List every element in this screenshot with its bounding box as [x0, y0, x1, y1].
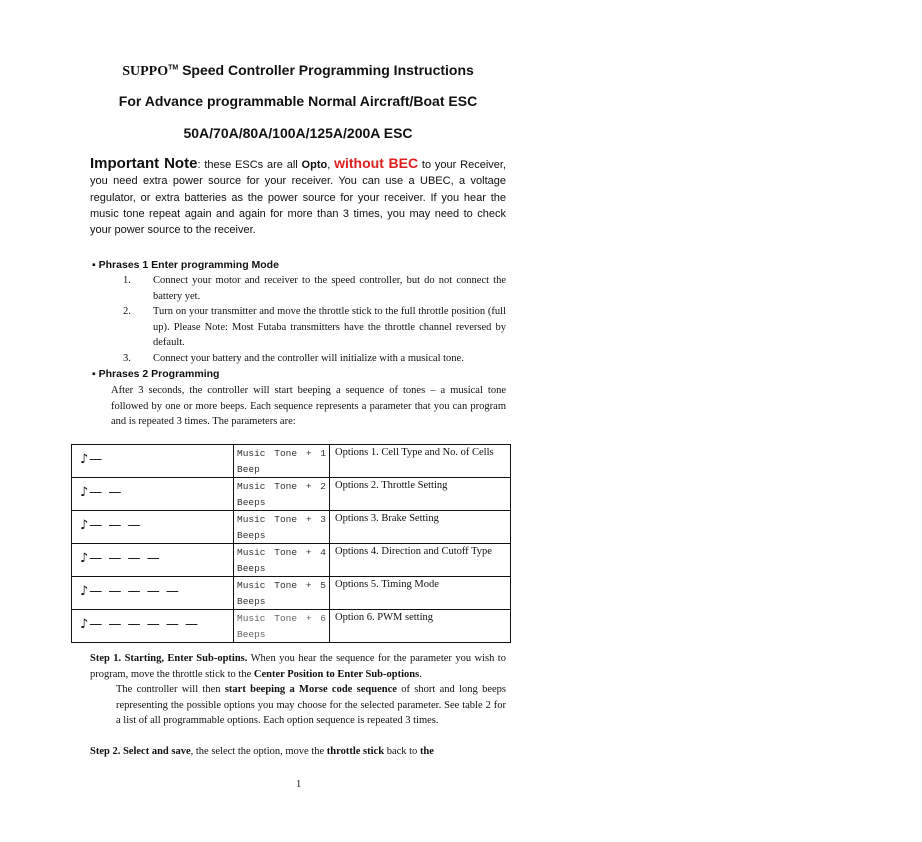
- table-row: [72, 610, 511, 643]
- tone-description: [234, 511, 329, 543]
- phase1-heading-text: Phrases 1 Enter programming Mode: [98, 259, 279, 271]
- beeps-label: Beeps: [237, 595, 266, 607]
- trademark-mark: TM: [168, 64, 179, 72]
- parameter-table: [71, 444, 511, 643]
- step2-bold-2: the: [419, 745, 434, 757]
- tone-description: [234, 577, 329, 609]
- step1-label: Step 1. Starting, Enter Sub-optins.: [90, 653, 248, 664]
- list-item-number: 3.: [123, 352, 131, 364]
- tone-description: [234, 544, 329, 576]
- beeps-label: Beeps: [237, 529, 266, 541]
- step1-text-end: .: [419, 668, 422, 680]
- note-text-2: to your Receiver, you need extra power source for your receiver. You can use a UBEC, a voltage regulator, or extra batteries as the power source for your receiver. If you hear the music tone repeat again and again for more than 3 times, you may need to check your power source to the receiver.: [90, 159, 506, 237]
- option-label: Options 1. Cell Type and No. of Cells: [335, 447, 494, 458]
- beeps-label: Beeps: [237, 628, 266, 640]
- tone-label: Music Tone + 6: [237, 613, 326, 624]
- option-label: Options 5. Timing Mode: [335, 579, 439, 590]
- list-item-text: Connect your battery and the controller will initialize with a musical tone.: [153, 352, 464, 364]
- step1-detail-rest: of short and long beeps representing the possible options you may choose for the selected parameter. See table 2 for a list of all programmable options. Each option sequence is repeated 3 times.: [116, 684, 506, 726]
- step2-paragraph: [90, 744, 506, 760]
- step2-label: Step 2. Select and save: [90, 745, 191, 757]
- table-row: [72, 577, 511, 610]
- phase2-heading: ▪ Phrases 2 Programming: [92, 368, 220, 380]
- table-row: [72, 445, 511, 478]
- tone-sequence: ♪—: [80, 452, 104, 467]
- option-label: Options 4. Direction and Cutoff Type: [335, 546, 492, 557]
- list-item-number: 1.: [123, 275, 131, 286]
- table-row: [72, 544, 511, 577]
- tone-sequence: ♪— — — —: [80, 551, 161, 566]
- tone-label: Music Tone + 2: [237, 481, 326, 492]
- tone-sequence: ♪— — — — —: [80, 584, 180, 599]
- note-highlight: without BEC: [334, 155, 419, 171]
- step1-bold: Center Position to Enter Sub-options: [253, 668, 420, 680]
- phase1-heading: ▪ Phrases 1 Enter programming Mode: [92, 259, 279, 271]
- tone-label: Music Tone + 1: [237, 448, 326, 459]
- note-comma: ,: [327, 159, 335, 171]
- tone-sequence: ♪— — —: [80, 518, 142, 533]
- note-text-1: : these ESCs are all: [197, 159, 302, 171]
- tone-label: Music Tone + 4: [237, 547, 326, 558]
- title-rest: Speed Controller Programming Instructions: [182, 62, 474, 78]
- document-title: [0, 62, 596, 80]
- step1-detail: [90, 682, 506, 729]
- list-item: [123, 304, 506, 351]
- step1-detail-text: The controller will then: [116, 684, 225, 695]
- list-item-text: Turn on your transmitter and move the throttle stick to the full throttle position (full up). Please Note: Most Futaba transmitters have the throttle channel reversed by default.: [153, 306, 506, 348]
- document-subtitle: For Advance programmable Normal Aircraft/Boat ESC: [118, 93, 478, 109]
- list-item: [123, 351, 506, 367]
- option-label: Options 2. Throttle Setting: [335, 480, 448, 491]
- brand-name: SUPPO: [122, 64, 169, 79]
- note-opto: Opto: [301, 159, 328, 171]
- phase1-list: [123, 273, 506, 366]
- important-note-lead: Important Note: [90, 155, 198, 172]
- list-item: [123, 273, 506, 304]
- step2-bold: throttle stick: [326, 745, 385, 757]
- step2-text: , the select the option, move the: [190, 745, 327, 757]
- option-label: Option 6. PWM setting: [335, 612, 434, 623]
- important-note: [90, 155, 506, 238]
- beeps-label: Beeps: [237, 562, 266, 574]
- step1-text: When you hear the sequence for the parameter you wish to program, move the throttle stick to the: [90, 653, 506, 680]
- tone-description: [234, 610, 329, 642]
- page-number: 1: [296, 779, 302, 790]
- tone-label: Music Tone + 5: [237, 580, 326, 591]
- phase2-paragraph: After 3 seconds, the controller will start beeping a sequence of tones – a musical tone followed by one or more beeps. Each sequence represents a parameter that you can program and is repeated 3 times. The parameters are:: [111, 385, 506, 427]
- tone-description: [234, 478, 329, 510]
- table-row: [72, 478, 511, 511]
- phase2-heading-text: Phrases 2 Programming: [98, 368, 220, 380]
- option-label: Options 3. Brake Setting: [335, 513, 439, 524]
- beeps-label: Beeps: [237, 496, 266, 508]
- step1-detail-bold: start beeping a Morse code sequence: [224, 684, 397, 695]
- model-list: 50A/70A/80A/100A/125A/200A ESC: [183, 125, 413, 141]
- list-item-number: 2.: [123, 306, 131, 317]
- step2-text-2: back to: [384, 745, 420, 757]
- tone-sequence: ♪— — — — — —: [80, 617, 199, 632]
- tone-sequence: ♪— —: [80, 485, 123, 500]
- steps-section: [90, 651, 506, 759]
- beeps-label: Beep: [237, 463, 260, 475]
- table-row: [72, 511, 511, 544]
- step1-paragraph: [90, 651, 506, 682]
- tone-label: Music Tone + 3: [237, 514, 326, 525]
- tone-description: [234, 445, 329, 477]
- list-item-text: Connect your motor and receiver to the speed controller, but do not connect the battery yet.: [153, 275, 506, 302]
